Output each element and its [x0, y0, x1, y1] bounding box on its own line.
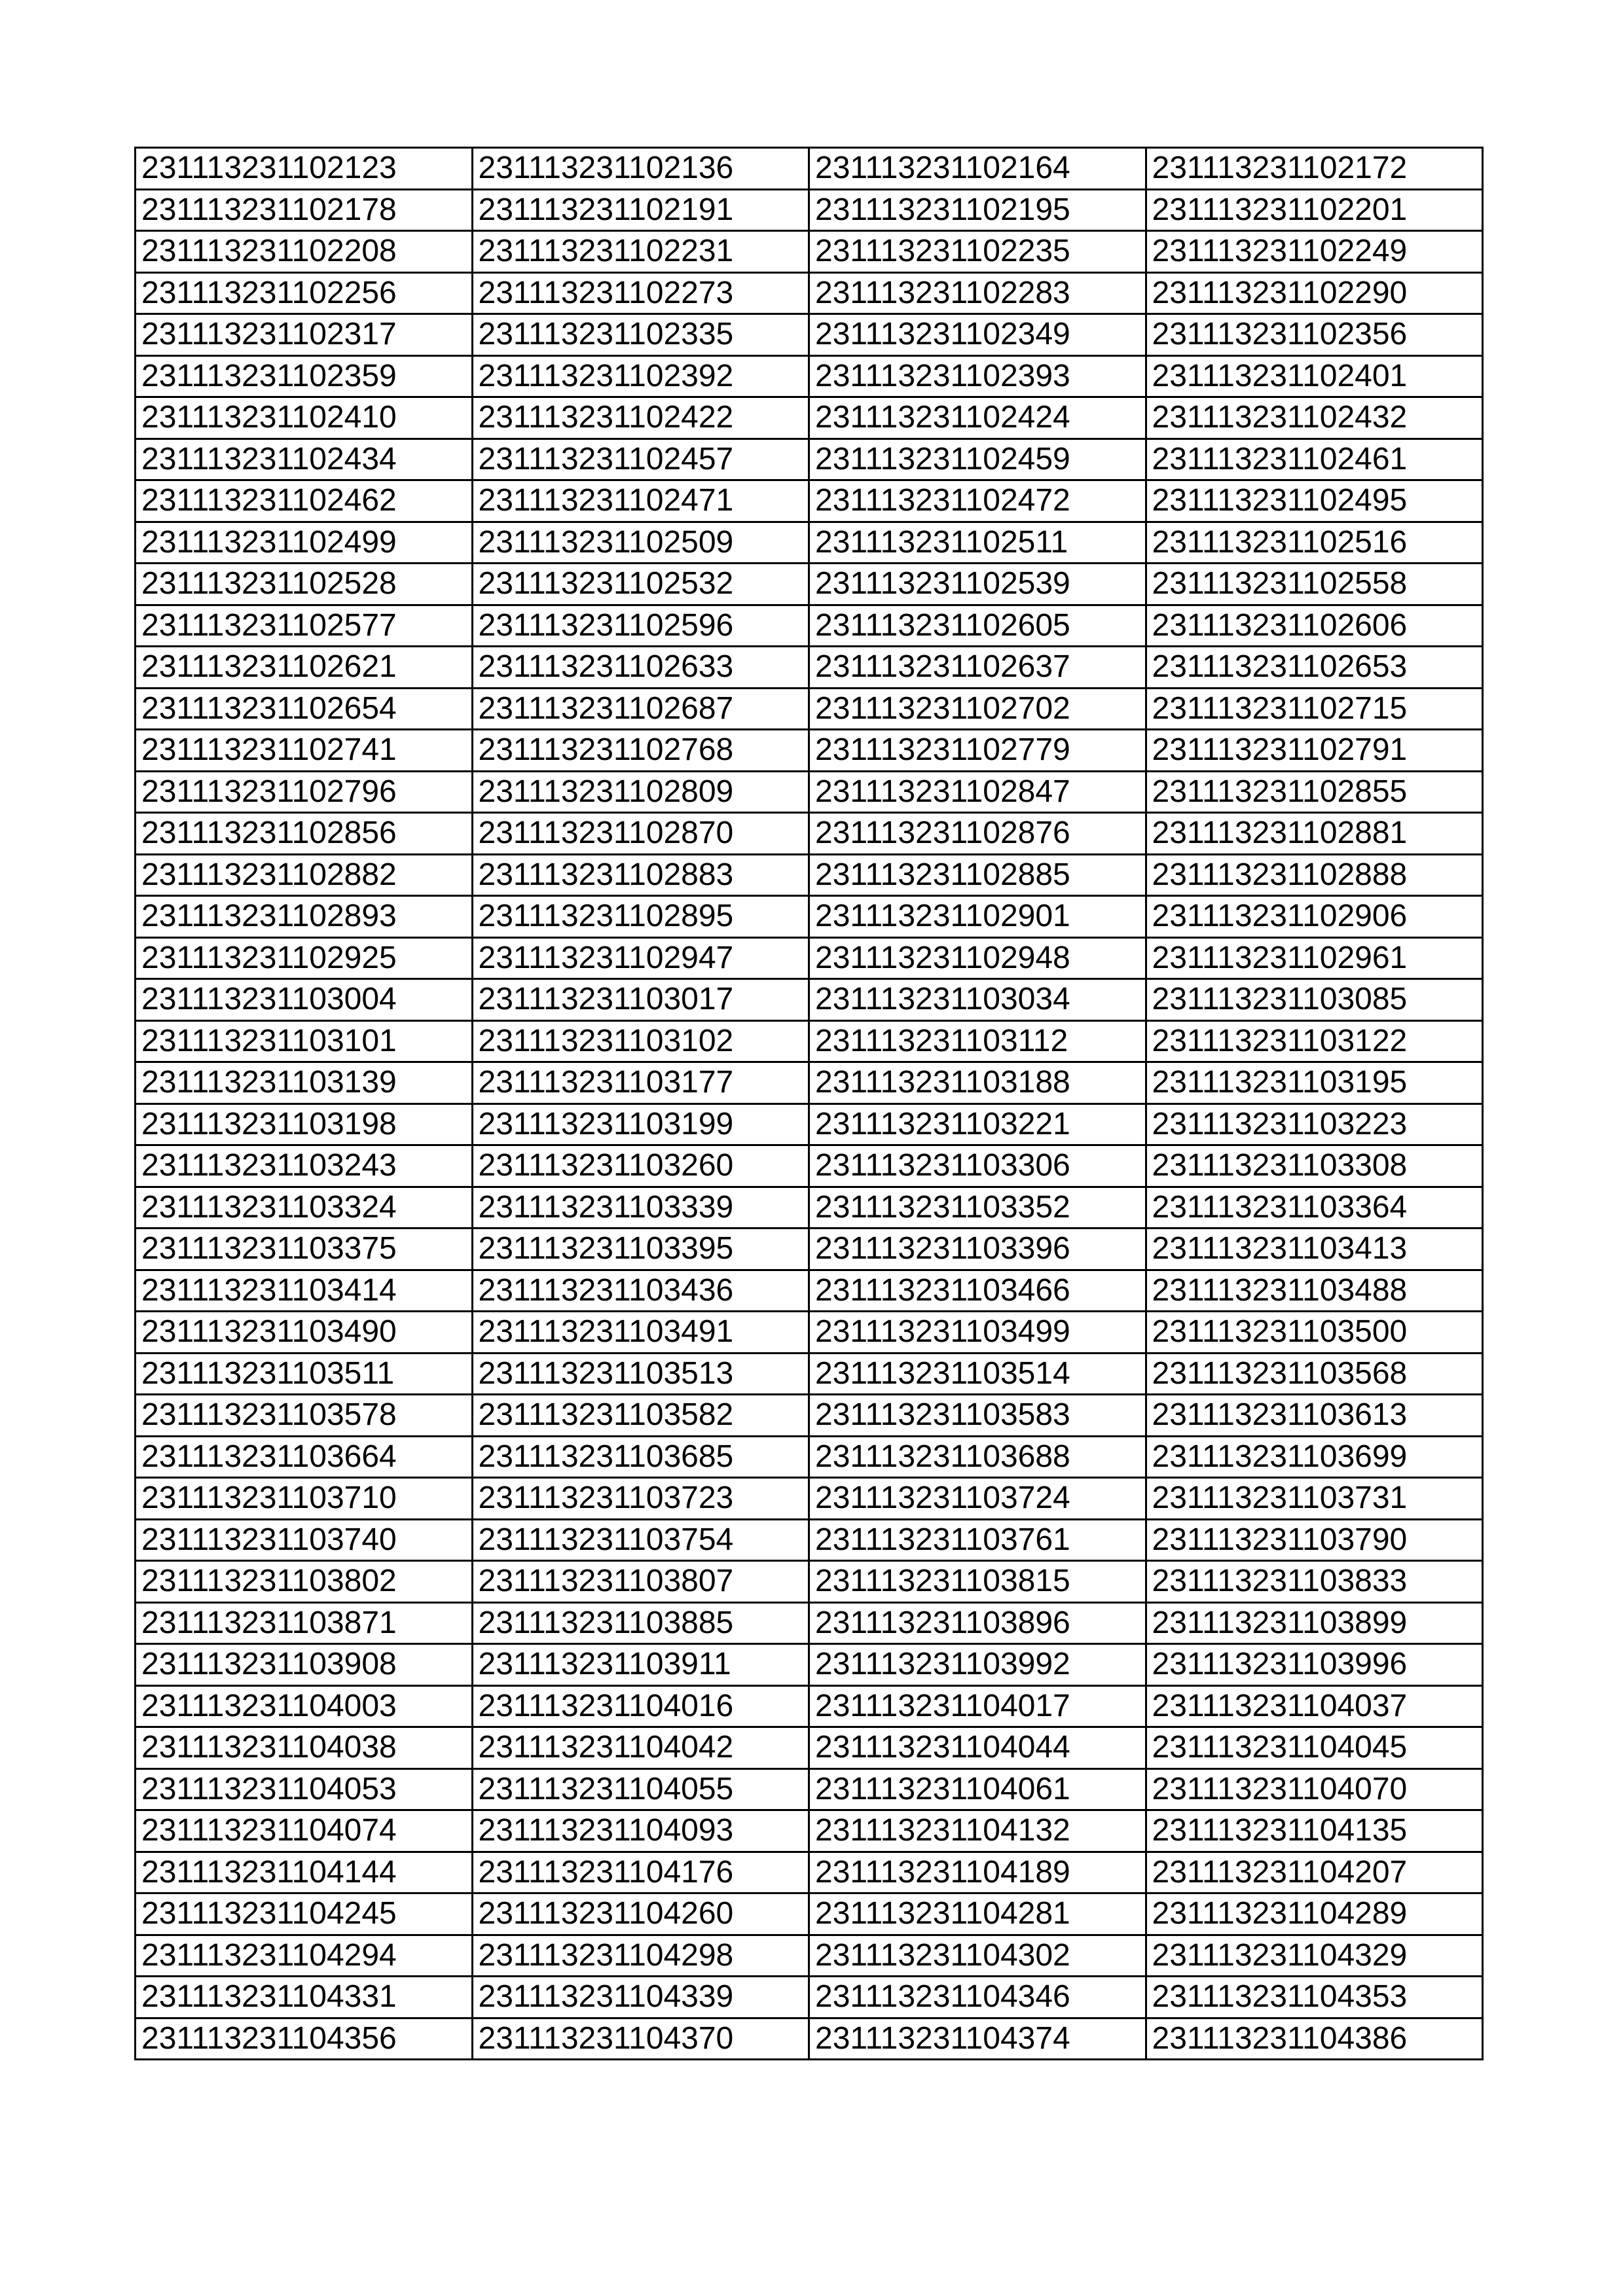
table-cell: 231113231102596 [472, 605, 809, 647]
table-cell: 231113231104298 [472, 1935, 809, 1977]
table-cell: 231113231104055 [472, 1768, 809, 1810]
table-cell: 231113231103583 [809, 1395, 1146, 1437]
table-cell: 231113231102317 [136, 314, 473, 356]
table-cell: 231113231103500 [1146, 1312, 1483, 1354]
table-cell: 231113231103085 [1146, 979, 1483, 1021]
table-cell: 231113231103699 [1146, 1436, 1483, 1478]
table-cell: 231113231102422 [472, 397, 809, 439]
table-cell: 231113231103754 [472, 1519, 809, 1561]
table-cell: 231113231102178 [136, 189, 473, 231]
table-cell: 231113231103578 [136, 1395, 473, 1437]
table-row [136, 1020, 1483, 1062]
table-cell: 231113231103466 [809, 1270, 1146, 1312]
table-row [136, 1644, 1483, 1686]
table-cell: 231113231102809 [472, 771, 809, 813]
table-row [136, 1852, 1483, 1893]
table-cell: 231113231102499 [136, 522, 473, 564]
table-row [136, 1270, 1483, 1312]
table-row [136, 564, 1483, 605]
id-number-table [134, 147, 1484, 2060]
table-row [136, 1602, 1483, 1644]
table-cell: 231113231104017 [809, 1685, 1146, 1727]
table-row [136, 522, 1483, 564]
table-cell: 231113231102856 [136, 813, 473, 855]
table-cell: 231113231102558 [1146, 564, 1483, 605]
table-cell: 231113231102290 [1146, 272, 1483, 314]
table-cell: 231113231103761 [809, 1519, 1146, 1561]
table-cell: 231113231103807 [472, 1561, 809, 1603]
table-cell: 231113231104144 [136, 1852, 473, 1893]
table-cell: 231113231103139 [136, 1062, 473, 1104]
table-row [136, 771, 1483, 813]
table-cell: 231113231102401 [1146, 355, 1483, 397]
table-cell: 231113231103740 [136, 1519, 473, 1561]
table-cell: 231113231102349 [809, 314, 1146, 356]
table-cell: 231113231102461 [1146, 439, 1483, 480]
table-cell: 231113231103688 [809, 1436, 1146, 1478]
table-row [136, 1229, 1483, 1270]
table-row [136, 397, 1483, 439]
table-row [136, 355, 1483, 397]
table-cell: 231113231102516 [1146, 522, 1483, 564]
table-cell: 231113231102539 [809, 564, 1146, 605]
table-cell: 231113231104045 [1146, 1727, 1483, 1769]
table-cell: 231113231104044 [809, 1727, 1146, 1769]
table-cell: 231113231103790 [1146, 1519, 1483, 1561]
table-cell: 231113231103664 [136, 1436, 473, 1478]
table-cell: 231113231102424 [809, 397, 1146, 439]
table-cell: 231113231102870 [472, 813, 809, 855]
table-cell: 231113231102702 [809, 688, 1146, 730]
table-cell: 231113231103685 [472, 1436, 809, 1478]
table-cell: 231113231104386 [1146, 2018, 1483, 2060]
table-row [136, 1561, 1483, 1603]
table-cell: 231113231103992 [809, 1644, 1146, 1686]
table-cell: 231113231102528 [136, 564, 473, 605]
table-cell: 231113231102653 [1146, 647, 1483, 689]
table-cell: 231113231102335 [472, 314, 809, 356]
table-cell: 231113231102509 [472, 522, 809, 564]
table-row [136, 937, 1483, 979]
table-row [136, 1436, 1483, 1478]
table-cell: 231113231102888 [1146, 854, 1483, 896]
table-cell: 231113231102895 [472, 896, 809, 938]
table-cell: 231113231102410 [136, 397, 473, 439]
table-cell: 231113231104003 [136, 1685, 473, 1727]
table-row [136, 979, 1483, 1021]
table-cell: 231113231102791 [1146, 730, 1483, 772]
table-row [136, 605, 1483, 647]
table-cell: 231113231102164 [809, 148, 1146, 190]
table-cell: 231113231103195 [1146, 1062, 1483, 1104]
table-cell: 231113231102606 [1146, 605, 1483, 647]
table-row [136, 730, 1483, 772]
table-cell: 231113231102462 [136, 480, 473, 522]
table-cell: 231113231103221 [809, 1103, 1146, 1145]
table-cell: 231113231102231 [472, 231, 809, 273]
table-row [136, 480, 1483, 522]
table-cell: 231113231102961 [1146, 937, 1483, 979]
table-cell: 231113231104132 [809, 1810, 1146, 1852]
table-cell: 231113231102637 [809, 647, 1146, 689]
table-cell: 231113231103101 [136, 1020, 473, 1062]
table-row [136, 1103, 1483, 1145]
table-cell: 231113231103414 [136, 1270, 473, 1312]
table-cell: 231113231104374 [809, 2018, 1146, 2060]
table-cell: 231113231103499 [809, 1312, 1146, 1354]
table-cell: 231113231103568 [1146, 1353, 1483, 1395]
table-cell: 231113231103395 [472, 1229, 809, 1270]
table-cell: 231113231104038 [136, 1727, 473, 1769]
table-cell: 231113231103198 [136, 1103, 473, 1145]
table-cell: 231113231102532 [472, 564, 809, 605]
table-cell: 231113231103243 [136, 1145, 473, 1187]
table-cell: 231113231103102 [472, 1020, 809, 1062]
table-cell: 231113231102471 [472, 480, 809, 522]
table-row [136, 854, 1483, 896]
table-row [136, 1312, 1483, 1354]
table-cell: 231113231103513 [472, 1353, 809, 1395]
table-row [136, 1519, 1483, 1561]
table-cell: 231113231103260 [472, 1145, 809, 1187]
table-cell: 231113231103112 [809, 1020, 1146, 1062]
table-cell: 231113231102633 [472, 647, 809, 689]
table-cell: 231113231104135 [1146, 1810, 1483, 1852]
table-cell: 231113231103324 [136, 1187, 473, 1229]
table-cell: 231113231103017 [472, 979, 809, 1021]
table-cell: 231113231103899 [1146, 1602, 1483, 1644]
table-cell: 231113231102472 [809, 480, 1146, 522]
table-cell: 231113231104245 [136, 1893, 473, 1935]
table-cell: 231113231102249 [1146, 231, 1483, 273]
table-cell: 231113231103188 [809, 1062, 1146, 1104]
table-row [136, 688, 1483, 730]
table-cell: 231113231103723 [472, 1478, 809, 1520]
table-cell: 231113231102393 [809, 355, 1146, 397]
table-cell: 231113231102768 [472, 730, 809, 772]
table-cell: 231113231104329 [1146, 1935, 1483, 1977]
table-cell: 231113231104207 [1146, 1852, 1483, 1893]
table-row [136, 1768, 1483, 1810]
table-cell: 231113231103514 [809, 1353, 1146, 1395]
table-cell: 231113231103306 [809, 1145, 1146, 1187]
table-cell: 231113231102256 [136, 272, 473, 314]
table-cell: 231113231103488 [1146, 1270, 1483, 1312]
table-cell: 231113231102715 [1146, 688, 1483, 730]
table-cell: 231113231102123 [136, 148, 473, 190]
table-cell: 231113231104370 [472, 2018, 809, 2060]
table-cell: 231113231103896 [809, 1602, 1146, 1644]
table-cell: 231113231102172 [1146, 148, 1483, 190]
table-cell: 231113231102457 [472, 439, 809, 480]
table-cell: 231113231102925 [136, 937, 473, 979]
table-cell: 231113231103375 [136, 1229, 473, 1270]
table-cell: 231113231104356 [136, 2018, 473, 2060]
table-cell: 231113231102605 [809, 605, 1146, 647]
table-cell: 231113231102883 [472, 854, 809, 896]
table-row [136, 1935, 1483, 1977]
table-cell: 231113231103731 [1146, 1478, 1483, 1520]
table-cell: 231113231102847 [809, 771, 1146, 813]
table-row [136, 1893, 1483, 1935]
table-cell: 231113231103177 [472, 1062, 809, 1104]
table-cell: 231113231103396 [809, 1229, 1146, 1270]
table-cell: 231113231103122 [1146, 1020, 1483, 1062]
table-cell: 231113231102577 [136, 605, 473, 647]
table-cell: 231113231103815 [809, 1561, 1146, 1603]
table-cell: 231113231103413 [1146, 1229, 1483, 1270]
table-row [136, 1145, 1483, 1187]
table-cell: 231113231104339 [472, 1977, 809, 2018]
table-cell: 231113231102881 [1146, 813, 1483, 855]
table-row [136, 896, 1483, 938]
table-cell: 231113231104346 [809, 1977, 1146, 2018]
table-cell: 231113231103710 [136, 1478, 473, 1520]
table-cell: 231113231103199 [472, 1103, 809, 1145]
table-row [136, 148, 1483, 190]
table-cell: 231113231102885 [809, 854, 1146, 896]
table-cell: 231113231102434 [136, 439, 473, 480]
table-row [136, 1478, 1483, 1520]
table-cell: 231113231102687 [472, 688, 809, 730]
table-row [136, 1353, 1483, 1395]
table-cell: 231113231104302 [809, 1935, 1146, 1977]
table-cell: 231113231104281 [809, 1893, 1146, 1935]
table-row [136, 1977, 1483, 2018]
table-cell: 231113231102893 [136, 896, 473, 938]
table-cell: 231113231104016 [472, 1685, 809, 1727]
table-cell: 231113231103491 [472, 1312, 809, 1354]
table-row [136, 1395, 1483, 1437]
table-cell: 231113231103582 [472, 1395, 809, 1437]
table-cell: 231113231103511 [136, 1353, 473, 1395]
table-row [136, 813, 1483, 855]
table-cell: 231113231104061 [809, 1768, 1146, 1810]
table-cell: 231113231103613 [1146, 1395, 1483, 1437]
table-row [136, 231, 1483, 273]
table-cell: 231113231102906 [1146, 896, 1483, 938]
table-cell: 231113231104189 [809, 1852, 1146, 1893]
table-row [136, 1685, 1483, 1727]
table-cell: 231113231103833 [1146, 1561, 1483, 1603]
table-cell: 231113231102356 [1146, 314, 1483, 356]
table-cell: 231113231103352 [809, 1187, 1146, 1229]
table-cell: 231113231104042 [472, 1727, 809, 1769]
table-cell: 231113231102621 [136, 647, 473, 689]
table-cell: 231113231103490 [136, 1312, 473, 1354]
table-cell: 231113231103911 [472, 1644, 809, 1686]
table-cell: 231113231102208 [136, 231, 473, 273]
table-cell: 231113231104294 [136, 1935, 473, 1977]
table-cell: 231113231104053 [136, 1768, 473, 1810]
table-cell: 231113231102741 [136, 730, 473, 772]
table-row [136, 314, 1483, 356]
table-cell: 231113231103364 [1146, 1187, 1483, 1229]
table-row [136, 1727, 1483, 1769]
table-cell: 231113231102779 [809, 730, 1146, 772]
table-cell: 231113231102432 [1146, 397, 1483, 439]
table-cell: 231113231104353 [1146, 1977, 1483, 2018]
table-cell: 231113231102195 [809, 189, 1146, 231]
table-cell: 231113231102235 [809, 231, 1146, 273]
table-cell: 231113231102948 [809, 937, 1146, 979]
table-cell: 231113231103436 [472, 1270, 809, 1312]
table-cell: 231113231103339 [472, 1187, 809, 1229]
table-cell: 231113231103308 [1146, 1145, 1483, 1187]
table-row [136, 647, 1483, 689]
table-cell: 231113231102882 [136, 854, 473, 896]
table-cell: 231113231102947 [472, 937, 809, 979]
table-cell: 231113231104074 [136, 1810, 473, 1852]
table-cell: 231113231103223 [1146, 1103, 1483, 1145]
table-cell: 231113231102495 [1146, 480, 1483, 522]
table-row [136, 2018, 1483, 2060]
table-cell: 231113231104037 [1146, 1685, 1483, 1727]
table-cell: 231113231103885 [472, 1602, 809, 1644]
table-row [136, 272, 1483, 314]
table-cell: 231113231104260 [472, 1893, 809, 1935]
table-cell: 231113231104093 [472, 1810, 809, 1852]
table-row [136, 1062, 1483, 1104]
table-cell: 231113231102876 [809, 813, 1146, 855]
table-cell: 231113231102191 [472, 189, 809, 231]
table-cell: 231113231104331 [136, 1977, 473, 2018]
table-cell: 231113231102654 [136, 688, 473, 730]
table-cell: 231113231104070 [1146, 1768, 1483, 1810]
table-cell: 231113231102283 [809, 272, 1146, 314]
table-cell: 231113231103908 [136, 1644, 473, 1686]
table-cell: 231113231103802 [136, 1561, 473, 1603]
table-cell: 231113231103996 [1146, 1644, 1483, 1686]
table-row [136, 1810, 1483, 1852]
table-cell: 231113231102901 [809, 896, 1146, 938]
table-cell: 231113231103004 [136, 979, 473, 1021]
table-cell: 231113231102459 [809, 439, 1146, 480]
table-cell: 231113231102796 [136, 771, 473, 813]
table-row [136, 189, 1483, 231]
table-cell: 231113231102511 [809, 522, 1146, 564]
table-cell: 231113231102273 [472, 272, 809, 314]
table-cell: 231113231103724 [809, 1478, 1146, 1520]
table-cell: 231113231102201 [1146, 189, 1483, 231]
table-cell: 231113231102359 [136, 355, 473, 397]
table-body [136, 148, 1483, 2060]
table-cell: 231113231102392 [472, 355, 809, 397]
table-cell: 231113231103034 [809, 979, 1146, 1021]
table-row [136, 1187, 1483, 1229]
table-cell: 231113231104176 [472, 1852, 809, 1893]
table-cell: 231113231104289 [1146, 1893, 1483, 1935]
table-cell: 231113231103871 [136, 1602, 473, 1644]
table-row [136, 439, 1483, 480]
table-cell: 231113231102136 [472, 148, 809, 190]
table-cell: 231113231102855 [1146, 771, 1483, 813]
